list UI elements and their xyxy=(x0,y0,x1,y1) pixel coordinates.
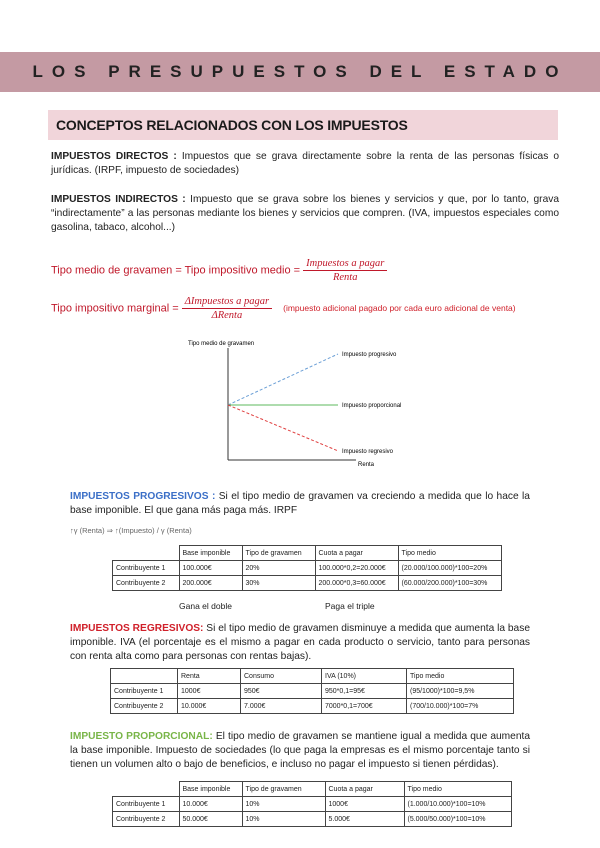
table-cell: Contribuyente 1 xyxy=(111,684,178,699)
regresivos-term: IMPUESTOS REGRESIVOS: xyxy=(70,623,204,634)
regresivos-table xyxy=(110,668,514,714)
table-cell: 1000€ xyxy=(178,684,241,699)
table-cell xyxy=(113,782,180,797)
progresivos-mini: ↑γ (Renta) ⇒ ↑(Impuesto) / γ (Renta) xyxy=(70,526,192,535)
table-row xyxy=(111,699,514,714)
progresivos-term: IMPUESTOS PROGRESIVOS : xyxy=(70,491,216,502)
proporcional-table xyxy=(112,781,512,827)
directos-term: IMPUESTOS DIRECTOS : xyxy=(51,151,177,162)
table-cell: (60.000/200.000)*100=30% xyxy=(398,576,501,591)
table-cell: 950*0,1=95€ xyxy=(322,684,407,699)
formula2-den: ΔRenta xyxy=(211,310,243,321)
proporcional-paragraph xyxy=(70,730,530,772)
formula2-left: Tipo impositivo marginal = xyxy=(51,302,179,315)
formula1-left: Tipo medio de gravamen = Tipo impositivo medio = xyxy=(51,264,301,277)
table-cell: 10% xyxy=(242,812,325,827)
table-cell: 7.000€ xyxy=(241,699,322,714)
table-cell xyxy=(111,669,178,684)
table-cell: Contribuyente 1 xyxy=(113,561,180,576)
table-cell: Cuota a pagar xyxy=(315,546,398,561)
impuesto-proporcional-label: Impuesto proporcional xyxy=(342,403,402,409)
table-cell: Tipo de gravamen xyxy=(242,546,315,561)
chart-xlabel: Renta xyxy=(358,462,375,468)
table-row xyxy=(113,797,512,812)
table-cell: Cuota a pagar xyxy=(325,782,404,797)
tax-chart xyxy=(178,338,418,468)
section-title: CONCEPTOS RELACIONADOS CON LOS IMPUESTOS xyxy=(56,117,408,133)
table-cell: Base imponible xyxy=(179,546,242,561)
impuesto-regresivo-label: Impuesto regresivo xyxy=(342,448,394,455)
progresivos-table xyxy=(112,545,502,591)
table-cell: Tipo de gravamen xyxy=(242,782,325,797)
formula1-num: Impuestos a pagar xyxy=(303,258,387,271)
table-cell: Base imponible xyxy=(179,782,242,797)
regresivos-paragraph xyxy=(70,622,530,664)
table-cell: Tipo medio xyxy=(407,669,514,684)
directos-text: Impuestos que se grava directamente sobre la renta de las personas físicas o jurídicas. (IRPF, impuesto de sociedades) xyxy=(51,151,560,176)
table-cell: Contribuyente 2 xyxy=(113,812,180,827)
table-cell: (1.000/10.000)*100=10% xyxy=(404,797,511,812)
table-cell: 5.000€ xyxy=(325,812,404,827)
table-cell: (5.000/50.000)*100=10% xyxy=(404,812,511,827)
table-cell xyxy=(113,546,180,561)
indirectos-text: Impuesto que se grava sobre los bienes y servicios y que, por lo tanto, grava “indirectamente” a las personas mediante los bienes y servicios que compren. (IVA, impuestos especiales como gasolina, tabaco, alcohol...) xyxy=(51,194,559,233)
indirectos-term: IMPUESTOS INDIRECTOS : xyxy=(51,194,186,205)
formula2-fraction xyxy=(182,296,272,321)
formula1-fraction xyxy=(303,258,387,283)
table-cell: 200.000*0,3=60.000€ xyxy=(315,576,398,591)
table-cell: (20.000/100.000)*100=20% xyxy=(398,561,501,576)
formula-tipo-marginal xyxy=(51,296,516,321)
table-cell: 20% xyxy=(242,561,315,576)
table-cell: 100.000*0,2=20.000€ xyxy=(315,561,398,576)
progresivos-text: Si el tipo medio de gravamen va creciendo a medida que lo hace la base imponible. El que gana más paga más. IRPF xyxy=(70,491,530,516)
impuesto-progresivo-label: Impuesto progresivo xyxy=(342,352,397,358)
table-cell: Contribuyente 2 xyxy=(111,699,178,714)
formula-tipo-medio xyxy=(51,258,387,283)
table-header xyxy=(111,669,514,684)
table-cell: IVA (10%) xyxy=(322,669,407,684)
regresivos-text: Si el tipo medio de gravamen disminuye a medida que aumenta la base imponible. IVA (el porcentaje es el mismo a pagar en cada producto o servicio, tanto para personas con renta alta como para personas con rentas bajas). xyxy=(70,623,530,662)
table-cell: 10.000€ xyxy=(178,699,241,714)
table-cell: 30% xyxy=(242,576,315,591)
impuesto-regresivo-line xyxy=(228,405,338,451)
progresivos-paragraph xyxy=(70,490,530,518)
table-row xyxy=(113,812,512,827)
table-header xyxy=(113,782,512,797)
table-cell: Contribuyente 1 xyxy=(113,797,180,812)
table-cell: Consumo xyxy=(241,669,322,684)
table-cell: 10.000€ xyxy=(179,797,242,812)
table-cell: 100.000€ xyxy=(179,561,242,576)
table-cell: (95/1000)*100=9,5% xyxy=(407,684,514,699)
impuesto-progresivo-line xyxy=(228,354,338,405)
table-cell: 10% xyxy=(242,797,325,812)
formula2-note: (impuesto adicional pagado por cada euro adicional de venta) xyxy=(283,303,516,314)
table-cell: Tipo medio xyxy=(404,782,511,797)
proporcional-term: IMPUESTO PROPORCIONAL: xyxy=(70,731,213,742)
table-cell: 950€ xyxy=(241,684,322,699)
table-cell: 1000€ xyxy=(325,797,404,812)
chart-ylabel: Tipo medio de gravamen xyxy=(188,341,255,347)
formula2-num: ΔImpuestos a pagar xyxy=(182,296,272,309)
table-cell: Tipo medio xyxy=(398,546,501,561)
page-title: LOS PRESUPUESTOS DEL ESTADO xyxy=(32,62,568,81)
table-cell: Contribuyente 2 xyxy=(113,576,180,591)
indirectos-paragraph xyxy=(51,193,559,235)
table-cell: Renta xyxy=(178,669,241,684)
table-cell: 200.000€ xyxy=(179,576,242,591)
table-cell: 50.000€ xyxy=(179,812,242,827)
table-row xyxy=(111,684,514,699)
caption-paga: Paga el triple xyxy=(325,601,375,611)
table-cell: 7000*0,1=700€ xyxy=(322,699,407,714)
proporcional-text: El tipo medio de gravamen se mantiene igual a medida que aumenta la base imponible. Impuesto de sociedades (lo que paga la empresas es el mismo porcentaje tanto si tienen un volumen alto o bajo de beneficios, e incluso no pagar el impuesto si tienen pérdidas). xyxy=(70,731,530,770)
directos-paragraph xyxy=(51,150,559,178)
table-header xyxy=(113,546,502,561)
table-row xyxy=(113,576,502,591)
table-row xyxy=(113,561,502,576)
caption-gana: Gana el doble xyxy=(179,601,232,611)
formula1-den: Renta xyxy=(332,272,358,283)
table-cell: (700/10.000)*100=7% xyxy=(407,699,514,714)
